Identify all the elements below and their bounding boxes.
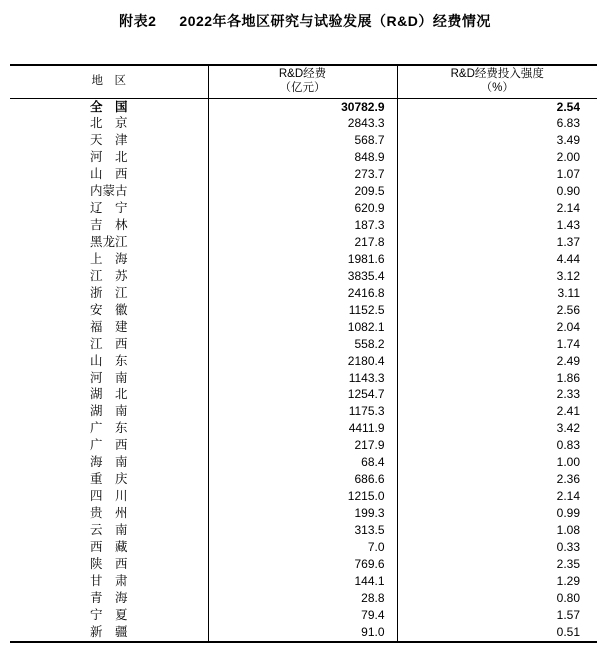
region-name: 甘 肃 bbox=[89, 573, 128, 588]
region-name: 广 西 bbox=[89, 438, 128, 453]
table-row bbox=[10, 200, 597, 217]
rd-funds-value: 1254.7 bbox=[208, 386, 397, 403]
rd-funds-value: 4411.9 bbox=[208, 420, 397, 437]
rd-intensity-value: 1.08 bbox=[397, 522, 597, 539]
table-row bbox=[10, 590, 597, 607]
table-row bbox=[10, 353, 597, 370]
rd-intensity-value: 1.29 bbox=[397, 573, 597, 590]
rd-intensity-value: 2.56 bbox=[397, 302, 597, 319]
rd-funds-value: 620.9 bbox=[208, 200, 397, 217]
table-row bbox=[10, 234, 597, 251]
rd-funds-value: 2180.4 bbox=[208, 353, 397, 370]
rd-intensity-value: 1.00 bbox=[397, 454, 597, 471]
table-row bbox=[10, 454, 597, 471]
rd-intensity-value: 3.12 bbox=[397, 268, 597, 285]
rd-funds-value: 28.8 bbox=[208, 590, 397, 607]
table-row bbox=[10, 607, 597, 624]
rd-funds-value: 273.7 bbox=[208, 166, 397, 183]
table-title-text: 2022年各地区研究与试验发展（R&D）经费情况 bbox=[179, 13, 491, 29]
rd-funds-value: 30782.9 bbox=[208, 98, 397, 115]
table-row bbox=[10, 268, 597, 285]
rd-intensity-value: 2.04 bbox=[397, 319, 597, 336]
table-row bbox=[10, 285, 597, 302]
rd-intensity-value: 1.74 bbox=[397, 336, 597, 353]
table-row bbox=[10, 132, 597, 149]
rd-intensity-value: 1.57 bbox=[397, 607, 597, 624]
region-name: 西 藏 bbox=[89, 539, 128, 554]
rd-intensity-value: 2.35 bbox=[397, 556, 597, 573]
rd-intensity-value: 0.51 bbox=[397, 624, 597, 642]
table-row bbox=[10, 336, 597, 353]
header-region: 地 区 bbox=[10, 65, 208, 98]
rd-intensity-value: 4.44 bbox=[397, 251, 597, 268]
region-name: 辽 宁 bbox=[89, 201, 128, 216]
header-rd-funds-line1: R&D经费 bbox=[278, 68, 327, 81]
table-row bbox=[10, 522, 597, 539]
rd-funds-value: 769.6 bbox=[208, 556, 397, 573]
region-name: 福 建 bbox=[89, 319, 128, 334]
region-name: 安 徽 bbox=[89, 302, 128, 317]
rd-funds-value: 2416.8 bbox=[208, 285, 397, 302]
table-row bbox=[10, 183, 597, 200]
header-rd-funds bbox=[208, 65, 397, 98]
header-rd-intensity-line2: （%） bbox=[480, 81, 514, 94]
region-name: 重 庆 bbox=[89, 472, 128, 487]
rd-intensity-value: 3.49 bbox=[397, 132, 597, 149]
header-rd-intensity bbox=[397, 65, 597, 98]
table-row bbox=[10, 488, 597, 505]
rd-intensity-value: 0.83 bbox=[397, 437, 597, 454]
region-name: 上 海 bbox=[89, 251, 128, 266]
region-name: 海 南 bbox=[89, 455, 128, 470]
region-name: 宁 夏 bbox=[89, 607, 128, 622]
rd-intensity-value: 2.00 bbox=[397, 149, 597, 166]
region-name: 吉 林 bbox=[89, 218, 128, 233]
region-name: 河 南 bbox=[89, 370, 128, 385]
rd-intensity-value: 1.43 bbox=[397, 217, 597, 234]
table-row bbox=[10, 505, 597, 522]
rd-intensity-value: 1.86 bbox=[397, 370, 597, 387]
rd-funds-value: 686.6 bbox=[208, 471, 397, 488]
table-row bbox=[10, 539, 597, 556]
rd-intensity-value: 2.36 bbox=[397, 471, 597, 488]
rd-funds-value: 1143.3 bbox=[208, 370, 397, 387]
rd-funds-value: 313.5 bbox=[208, 522, 397, 539]
table-row bbox=[10, 386, 597, 403]
table-row bbox=[10, 437, 597, 454]
table-row bbox=[10, 115, 597, 132]
rd-intensity-value: 2.41 bbox=[397, 403, 597, 420]
rd-intensity-value: 0.33 bbox=[397, 539, 597, 556]
rd-intensity-value: 1.37 bbox=[397, 234, 597, 251]
rd-funds-value: 1981.6 bbox=[208, 251, 397, 268]
region-name: 黑龙江 bbox=[89, 235, 128, 249]
rd-funds-value: 217.8 bbox=[208, 234, 397, 251]
rd-intensity-value: 0.80 bbox=[397, 590, 597, 607]
region-name: 湖 北 bbox=[89, 387, 128, 402]
rd-intensity-value: 2.54 bbox=[397, 98, 597, 115]
rd-intensity-value: 0.99 bbox=[397, 505, 597, 522]
rd-intensity-value: 3.42 bbox=[397, 420, 597, 437]
rd-funds-value: 1152.5 bbox=[208, 302, 397, 319]
region-name: 湖 南 bbox=[89, 404, 128, 419]
rd-funds-value: 7.0 bbox=[208, 539, 397, 556]
header-rd-intensity-line1: R&D经费投入强度 bbox=[450, 68, 544, 81]
region-name: 江 苏 bbox=[89, 268, 128, 283]
table-row bbox=[10, 166, 597, 183]
rd-funds-value: 568.7 bbox=[208, 132, 397, 149]
rd-funds-value: 187.3 bbox=[208, 217, 397, 234]
table-number-label: 附表2 bbox=[119, 13, 157, 29]
table-row bbox=[10, 319, 597, 336]
region-name: 山 东 bbox=[89, 353, 128, 368]
table-row bbox=[10, 403, 597, 420]
region-name: 江 西 bbox=[89, 336, 128, 351]
rd-funds-value: 1215.0 bbox=[208, 488, 397, 505]
region-name: 山 西 bbox=[89, 167, 128, 182]
table-header bbox=[10, 65, 597, 98]
table-row bbox=[10, 251, 597, 268]
rd-funds-value: 3835.4 bbox=[208, 268, 397, 285]
region-name: 广 东 bbox=[89, 421, 128, 436]
region-name: 青 海 bbox=[89, 590, 128, 605]
table-row bbox=[10, 573, 597, 590]
rd-intensity-value: 3.11 bbox=[397, 285, 597, 302]
region-name: 新 疆 bbox=[89, 624, 128, 639]
rd-funds-value: 848.9 bbox=[208, 149, 397, 166]
rd-funds-value: 558.2 bbox=[208, 336, 397, 353]
table-row bbox=[10, 370, 597, 387]
region-name: 四 川 bbox=[89, 489, 128, 504]
table-row bbox=[10, 217, 597, 234]
region-name: 陕 西 bbox=[89, 556, 128, 571]
rd-funds-value: 144.1 bbox=[208, 573, 397, 590]
region-name: 北 京 bbox=[89, 116, 128, 131]
page-title bbox=[0, 11, 610, 31]
table-row bbox=[10, 98, 597, 115]
rd-intensity-value: 6.83 bbox=[397, 115, 597, 132]
table-row bbox=[10, 149, 597, 166]
region-name: 贵 州 bbox=[89, 506, 128, 520]
region-name: 浙 江 bbox=[89, 285, 128, 300]
table-row bbox=[10, 471, 597, 488]
rd-intensity-value: 2.49 bbox=[397, 353, 597, 370]
table-row bbox=[10, 556, 597, 573]
rd-funds-value: 79.4 bbox=[208, 607, 397, 624]
rd-funds-value: 209.5 bbox=[208, 183, 397, 200]
rd-funds-value: 217.9 bbox=[208, 437, 397, 454]
rd-intensity-value: 2.14 bbox=[397, 488, 597, 505]
table-row bbox=[10, 302, 597, 319]
rd-intensity-value: 2.33 bbox=[397, 386, 597, 403]
region-name: 云 南 bbox=[89, 522, 128, 537]
rd-funds-value: 199.3 bbox=[208, 505, 397, 522]
rd-intensity-value: 1.07 bbox=[397, 166, 597, 183]
region-name: 内蒙古 bbox=[89, 184, 128, 199]
header-rd-funds-line2: （亿元） bbox=[279, 81, 326, 94]
rd-funds-value: 91.0 bbox=[208, 624, 397, 642]
rd-funds-value: 1175.3 bbox=[208, 403, 397, 420]
rd-expenditure-table bbox=[10, 64, 597, 643]
region-name: 天 津 bbox=[89, 133, 128, 148]
rd-funds-value: 1082.1 bbox=[208, 319, 397, 336]
table-row bbox=[10, 624, 597, 642]
region-name: 全 国 bbox=[89, 99, 128, 114]
rd-funds-value: 2843.3 bbox=[208, 115, 397, 132]
table-row bbox=[10, 420, 597, 437]
rd-intensity-value: 2.14 bbox=[397, 200, 597, 217]
region-name: 河 北 bbox=[89, 150, 128, 165]
table-body bbox=[10, 98, 597, 642]
rd-funds-value: 68.4 bbox=[208, 454, 397, 471]
rd-intensity-value: 0.90 bbox=[397, 183, 597, 200]
